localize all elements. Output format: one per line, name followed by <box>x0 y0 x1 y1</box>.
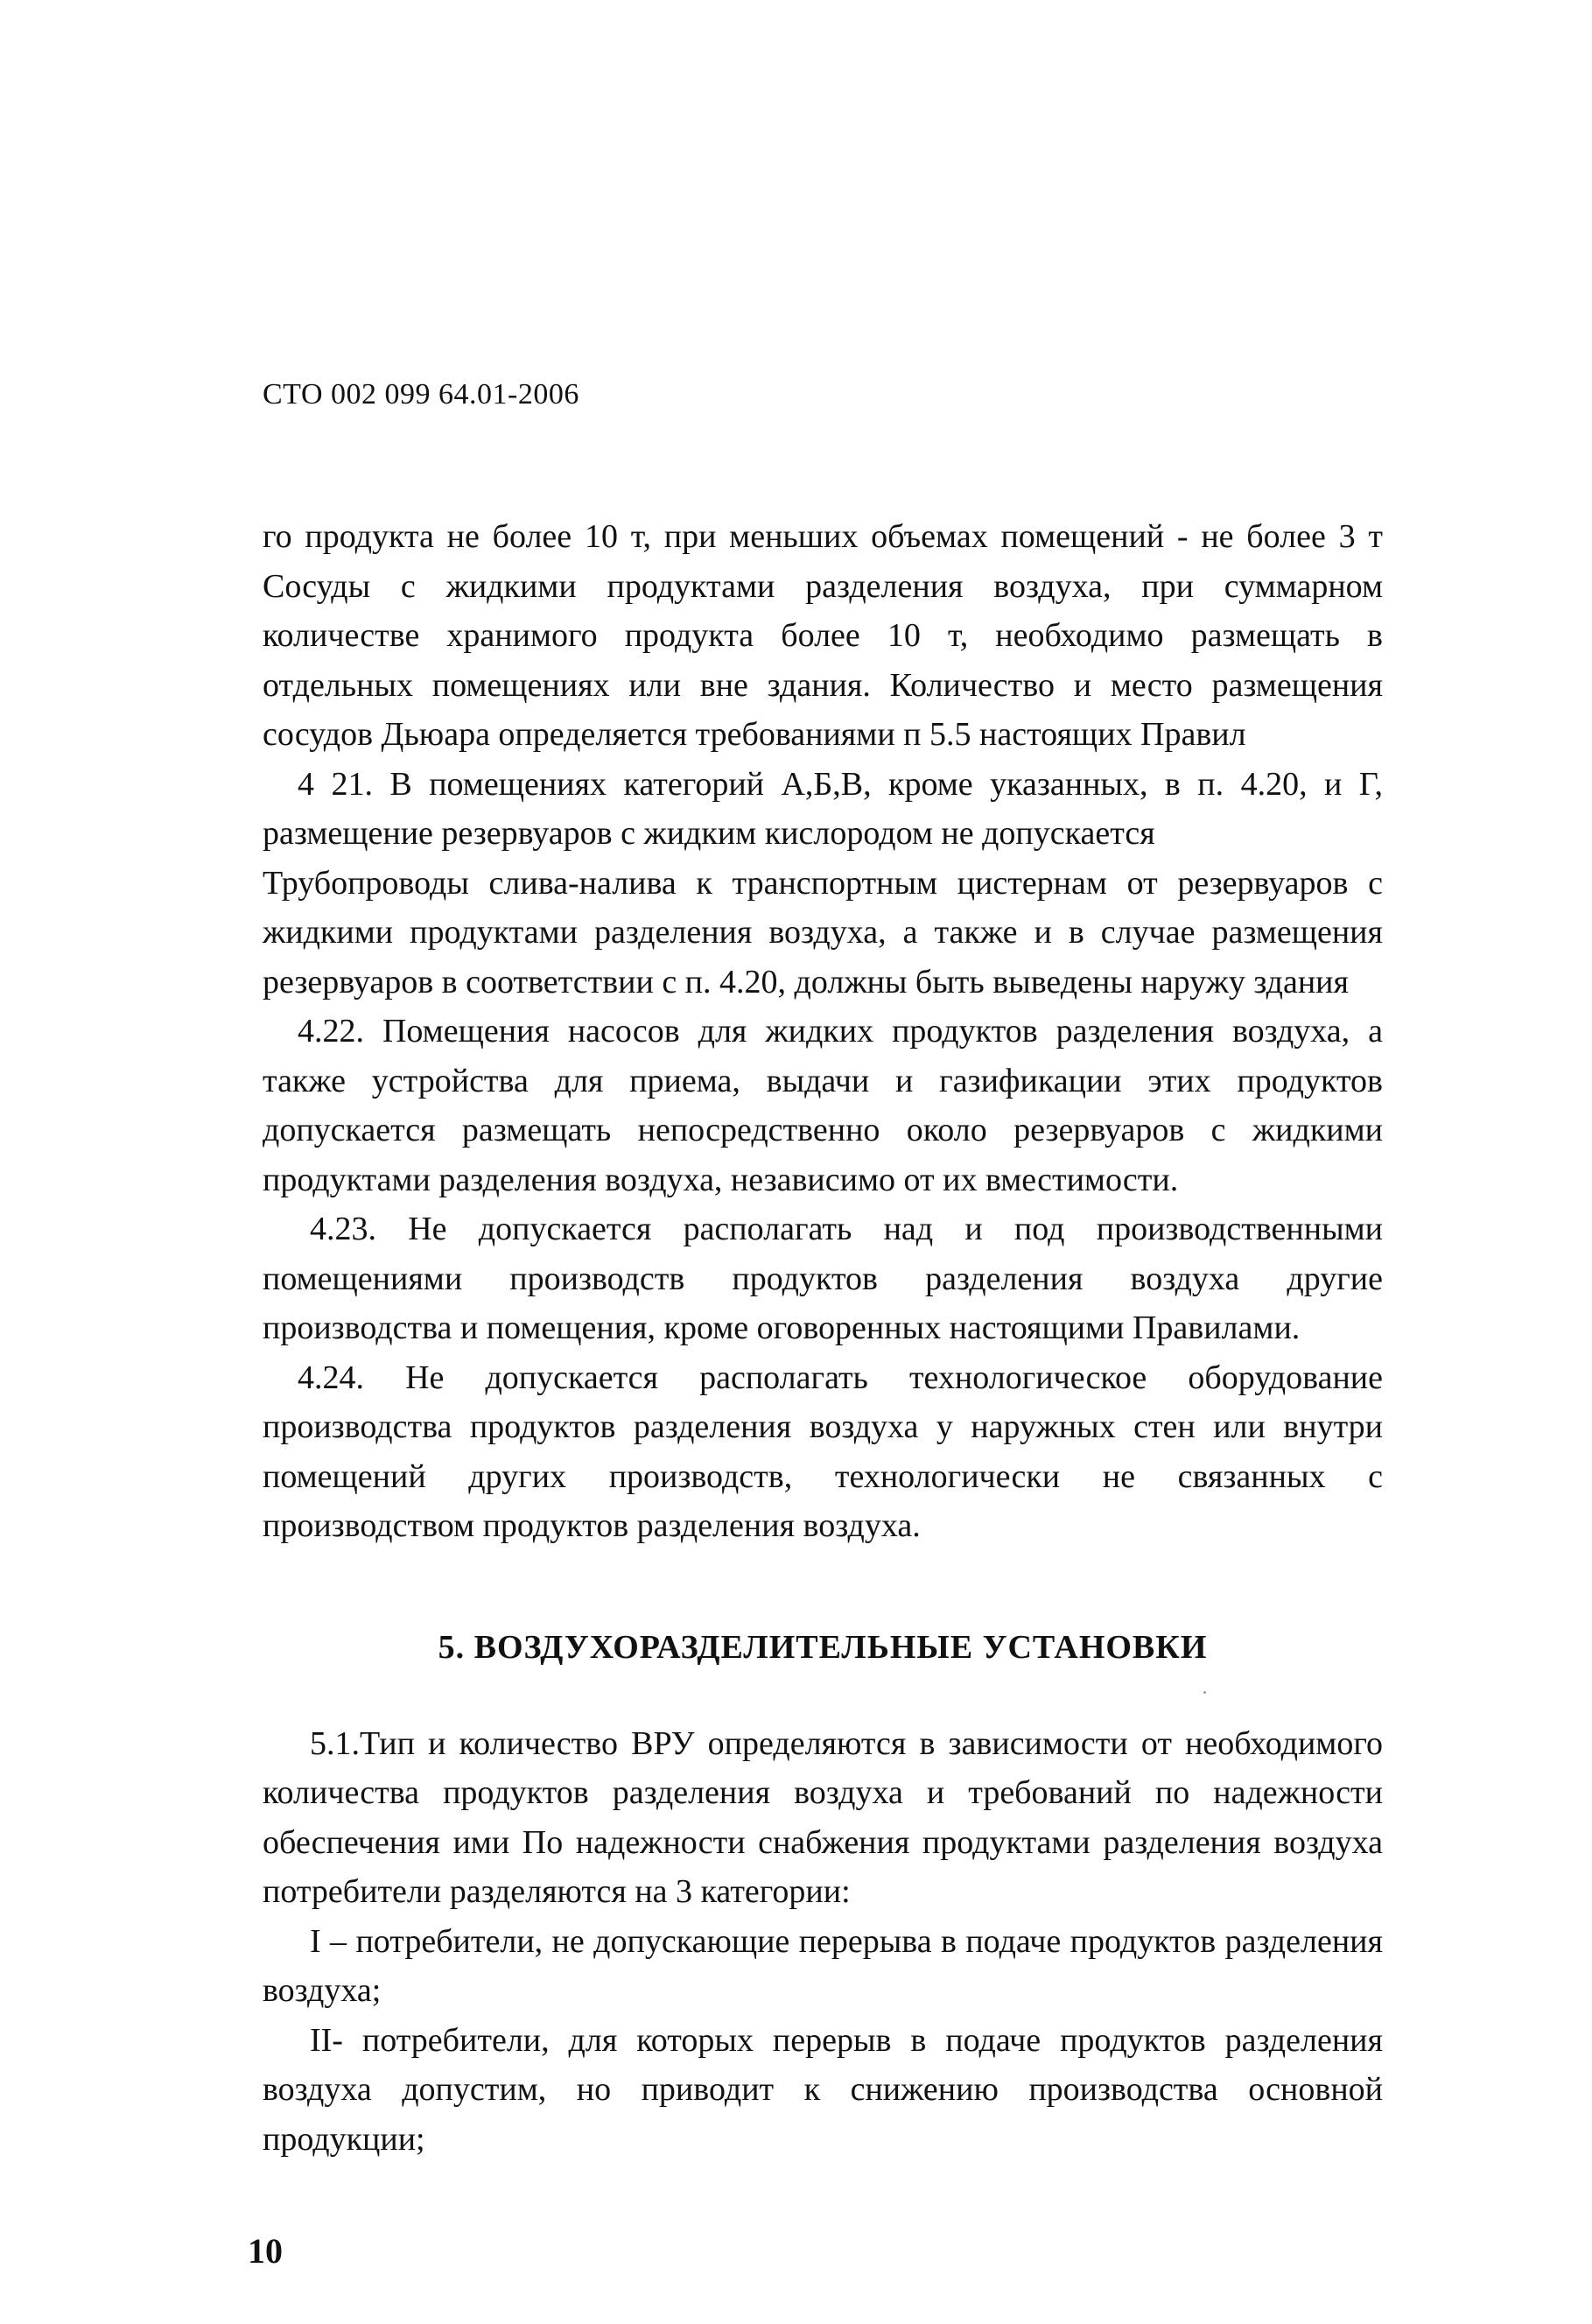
paragraph-4-21-pipelines: Трубопроводы слива-налива к транспортным цистернам от резервуаров с жидкими продуктами разделения воздуха, а также и в случае размещения резервуаров в соответствии с п. 4.20, должны быть выведены наружу здания <box>263 864 1383 1001</box>
scan-speck <box>1203 1691 1206 1694</box>
paragraph-4-23: 4.23. Не допускается располагать над и под производственными помещениями производств продуктов разделения воздуха другие производства и помещения, кроме оговоренных настоящими Правилами. <box>263 1211 1383 1346</box>
section-title: 5. ВОЗДУХОРАЗДЕЛИТЕЛЬНЫЕ УСТАНОВКИ <box>438 1628 1208 1666</box>
paragraph-continuation: го продукта не более 10 т, при меньших объемах помещений - не более 3 т Сосуды с жидкими продуктами разделения воздуха, при суммарном количестве хранимого продукта более 10 т, необходимо размещать в отдельных помещениях или вне здания. Количество и место размещения сосудов Дьюара определяется требованиями п 5.5 настоящих Правил <box>263 518 1383 753</box>
paragraph-4-22: 4.22. Помещения насосов для жидких продуктов разделения воздуха, а также устройства для приема, выдачи и газификации этих продуктов допускается размещать непосредственно около резервуаров с жидкими продуктами разделения воздуха, независимо от их вместимости. <box>263 1013 1383 1198</box>
paragraph-4-24: 4.24. Не допускается располагать технологическое оборудование производства продуктов разделения воздуха у наружных стен или внутри помещений других производств, технологически не связанных с производством продуктов разделения воздуха. <box>263 1359 1383 1544</box>
document-code-header: СТО 002 099 64.01-2006 <box>263 378 579 411</box>
paragraph-4-21: 4 21. В помещениях категорий А,Б,В, кроме указанных, в п. 4.20, и Г, размещение резервуаров с жидким кислородом не допускается <box>263 765 1383 852</box>
page-number: 10 <box>248 2231 283 2271</box>
document-body <box>263 512 1383 2164</box>
paragraph-5-1: 5.1.Тип и количество ВРУ определяются в зависимости от необходимого количества продуктов разделения воздуха и требований по надежности обеспечения ими По надежности снабжения продуктами разделения воздуха потребители разделяются на 3 категории: <box>263 1724 1383 1910</box>
paragraph-category-2: II- потребители, для которых перерыв в подаче продуктов разделения воздуха допустим, но приводит к снижению производства основной продукции; <box>263 2021 1383 2158</box>
paragraph-category-1: I – потребители, не допускающие перерыва в подаче продуктов разделения воздуха; <box>263 1922 1383 2009</box>
